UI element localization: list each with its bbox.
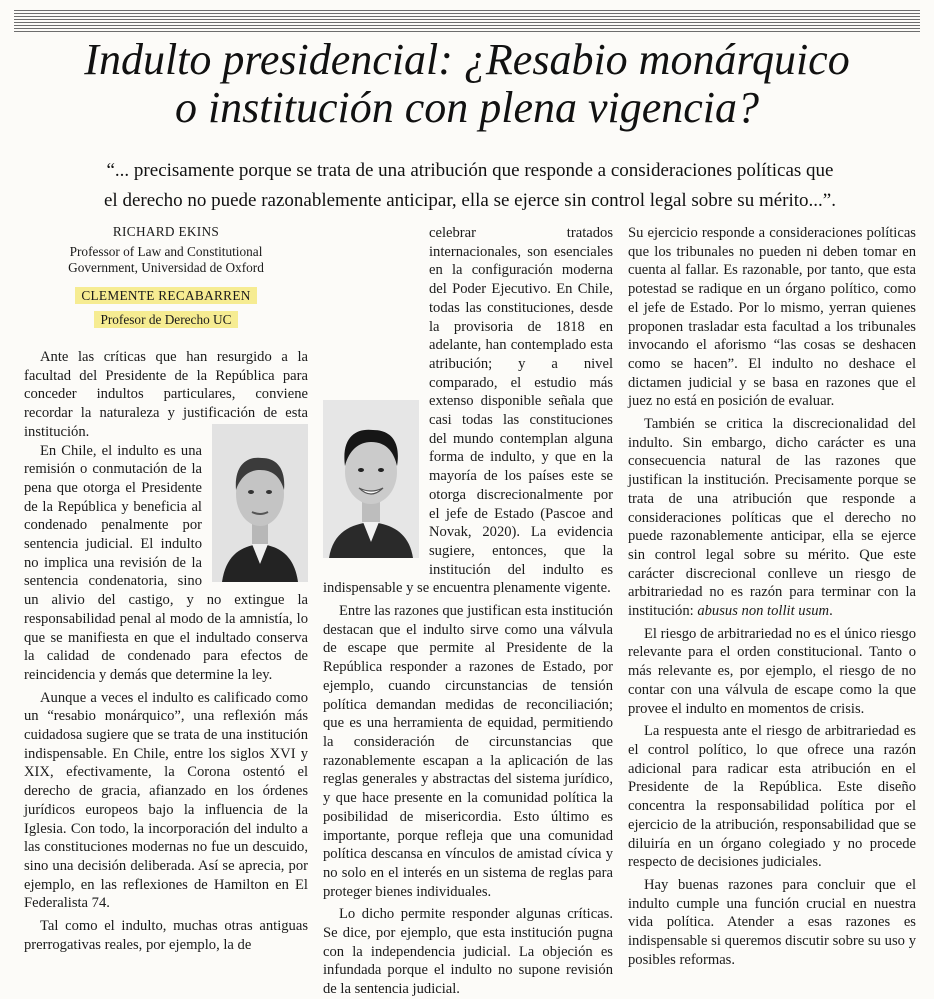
pull-quote-line-2: el derecho no puede razonablemente anticipar, ella se ejerce sin control legal sobre su mérito...”. bbox=[103, 190, 836, 211]
article-column-3 bbox=[628, 224, 916, 969]
paragraph-text: También se critica la discrecionalidad del indulto. Sin embargo, dicho carácter es una consecuencia natural de las razones que justifican la institución. Precisamente porque se trata de una atribución que responde a consideraciones políticas que el derecho no puede razonablemente anticipar, ella se ejerce sin control legal sobre su mérito. Que este carácter discrecional conlleve un riesgo de arbitrariedad no es razón para terminar con la institución: bbox=[628, 416, 916, 620]
masthead-rule bbox=[14, 10, 920, 32]
paragraph-continued bbox=[323, 224, 613, 598]
paragraph: En Chile, el indulto es una remisión o conmutación de la pena que otorga el Presidente de la República y beneficia al condenado penalmente por sentencia judicial. El indulto no implica una revisión de la sentencia condenatoria, sino un alivio del castigo, y no extingue la responsabilidad penal al modo de la amnistía, lo que se manifiesta en que el indultado conserva la calidad de condenado para efectos de reincidencia y demás que determine la ley. bbox=[24, 442, 308, 683]
headline-line-1: Indulto presidencial: ¿Resabio monárquico bbox=[84, 35, 850, 84]
paragraph: Entre las razones que justifican esta institución destacan que el indulto sirve como una válvula de escape que permite al Presidente de la República responder a razones de Estado, por ejemplo, cuando circunstancias de tensión política demandan medidas de reconciliación; que es una herramienta de equidad, permitiendo la consideración de circunstancias que razonablemente escapan a la aplicación de las reglas generales y abstractas del sistema jurídico, y que hace presente en la comunidad política la posibilidad de misericordia. Esto último es importante, porque refleja que una comunidad política descansa en vínculos de amistad cívica y no solo en el interés en un sistema de reglas para proteger bienes individuales. bbox=[323, 603, 613, 900]
article-column-1 bbox=[24, 224, 308, 955]
paragraph: Tal como el indulto, muchas otras antiguas prerrogativas reales, por ejemplo, la de bbox=[24, 918, 308, 953]
author-1-affiliation-line-1: Professor of Law and Constitutional bbox=[69, 244, 263, 259]
paragraph-end: . bbox=[829, 603, 833, 620]
paragraph: Lo dicho permite responder algunas críticas. Se dice, por ejemplo, que esta institución pugna con la independencia judicial. La objeción es infundada porque el indulto no supone revisión de la sentencia judicial. bbox=[323, 906, 613, 998]
pull-quote bbox=[40, 156, 900, 216]
paragraph: El riesgo de arbitrariedad no es el único riesgo relevante para el orden constitucional. Tanto o más relevante es, por ejemplo, el riesgo de no contar con una válvula de escape como la que provee el indulto en momentos de crisis. bbox=[628, 625, 916, 717]
author-2-name: CLEMENTE RECABARREN bbox=[75, 287, 256, 304]
paragraph: Hay buenas razones para concluir que el indulto cumple una función crucial en nuestra vida política. Atender a esas razones es indispensable si queremos discutir sobre su uso y posibles reformas. bbox=[628, 876, 916, 968]
author-1-name: RICHARD EKINS bbox=[112, 224, 220, 239]
paragraph-continued: Su ejercicio responde a consideraciones políticas que los tribunales no pueden ni deben tomar en cuenta al fallar. Es razonable, por tanto, que esta potestad se radique en un órgano político, como el jefe de Estado. Por lo mismo, yerran quienes proponen trasladar esta facultad a los tribunales invocando el aforismo “las cosas se deshacen como se hacen”. El indulto no deshace el dictamen judicial y se basa en razones que el juez no está en posición de evaluar. bbox=[628, 225, 916, 410]
headline-line-2: o institución con plena vigencia? bbox=[174, 83, 760, 132]
headline bbox=[14, 36, 920, 132]
paragraph bbox=[628, 415, 916, 621]
author-2-affiliation: Profesor de Derecho UC bbox=[94, 311, 237, 328]
paragraph: La respuesta ante el riesgo de arbitrariedad es el control político, lo que ofrece una razón adicional para radicar esta atribución en el Presidente de la República. Este diseño concentra la responsabilidad política por el ejercicio de la atribución, responsabilidad que se diluiría en un órgano colegiado y no procede respecto de decisiones judiciales. bbox=[628, 723, 916, 871]
byline-author-1 bbox=[24, 224, 308, 276]
pull-quote-line-1: “... precisamente porque se trata de una atribución que responde a consideraciones políticas que bbox=[106, 160, 834, 181]
paragraph: Ante las críticas que han resurgido a la facultad del Presidente de la República para conceder indultos particulares, conviene recordar la naturaleza y justificación de esta institución. bbox=[24, 349, 308, 440]
paragraph: Aunque a veces el indulto es calificado como un “resabio monárquico”, una reflexión más cuidadosa sugiere que se trata de una institución indispensable. En Chile, entre los siglos XVI y XIX, efectivamente, la Corona ostentó el derecho de gracia, afianzado en los órdenes jurídicos europeos bajo la influencia de la Iglesia. Con todo, la incorporación del indulto a las constituciones modernas no fue un descuido, sino una decisión deliberada. Así se aprecia, por ejemplo, en las reflexiones de Hamilton en El Federalista 74. bbox=[24, 689, 308, 912]
paragraph-text: celebrar tratados internacionales, son esenciales en la configuración moderna del Poder Ejecutivo. En Chile, todas las constituciones, desde la provisoria de 1818 en adelante, han contemplado esta atribución; y a nivel comparado, el estudio más extenso disponible señala que casi todas las constituciones del mundo contemplan alguna forma de indulto, y que en la mayoría de los países este se otorga discrecionalmente por el jefe de Estado (Pascoe and Novak, 2020). La evidencia sugiere, entonces, que la institución del indulto es indispensable y se encuentra plenamente vigente. bbox=[323, 225, 613, 597]
latin-maxim: abusus non tollit usum bbox=[697, 603, 830, 620]
byline-author-2 bbox=[24, 288, 308, 328]
author-1-affiliation-line-2: Government, Universidad de Oxford bbox=[68, 260, 264, 275]
article-column-2 bbox=[323, 224, 613, 999]
author-photo-recabarren bbox=[323, 400, 419, 558]
author-photo-ekins bbox=[212, 424, 308, 582]
